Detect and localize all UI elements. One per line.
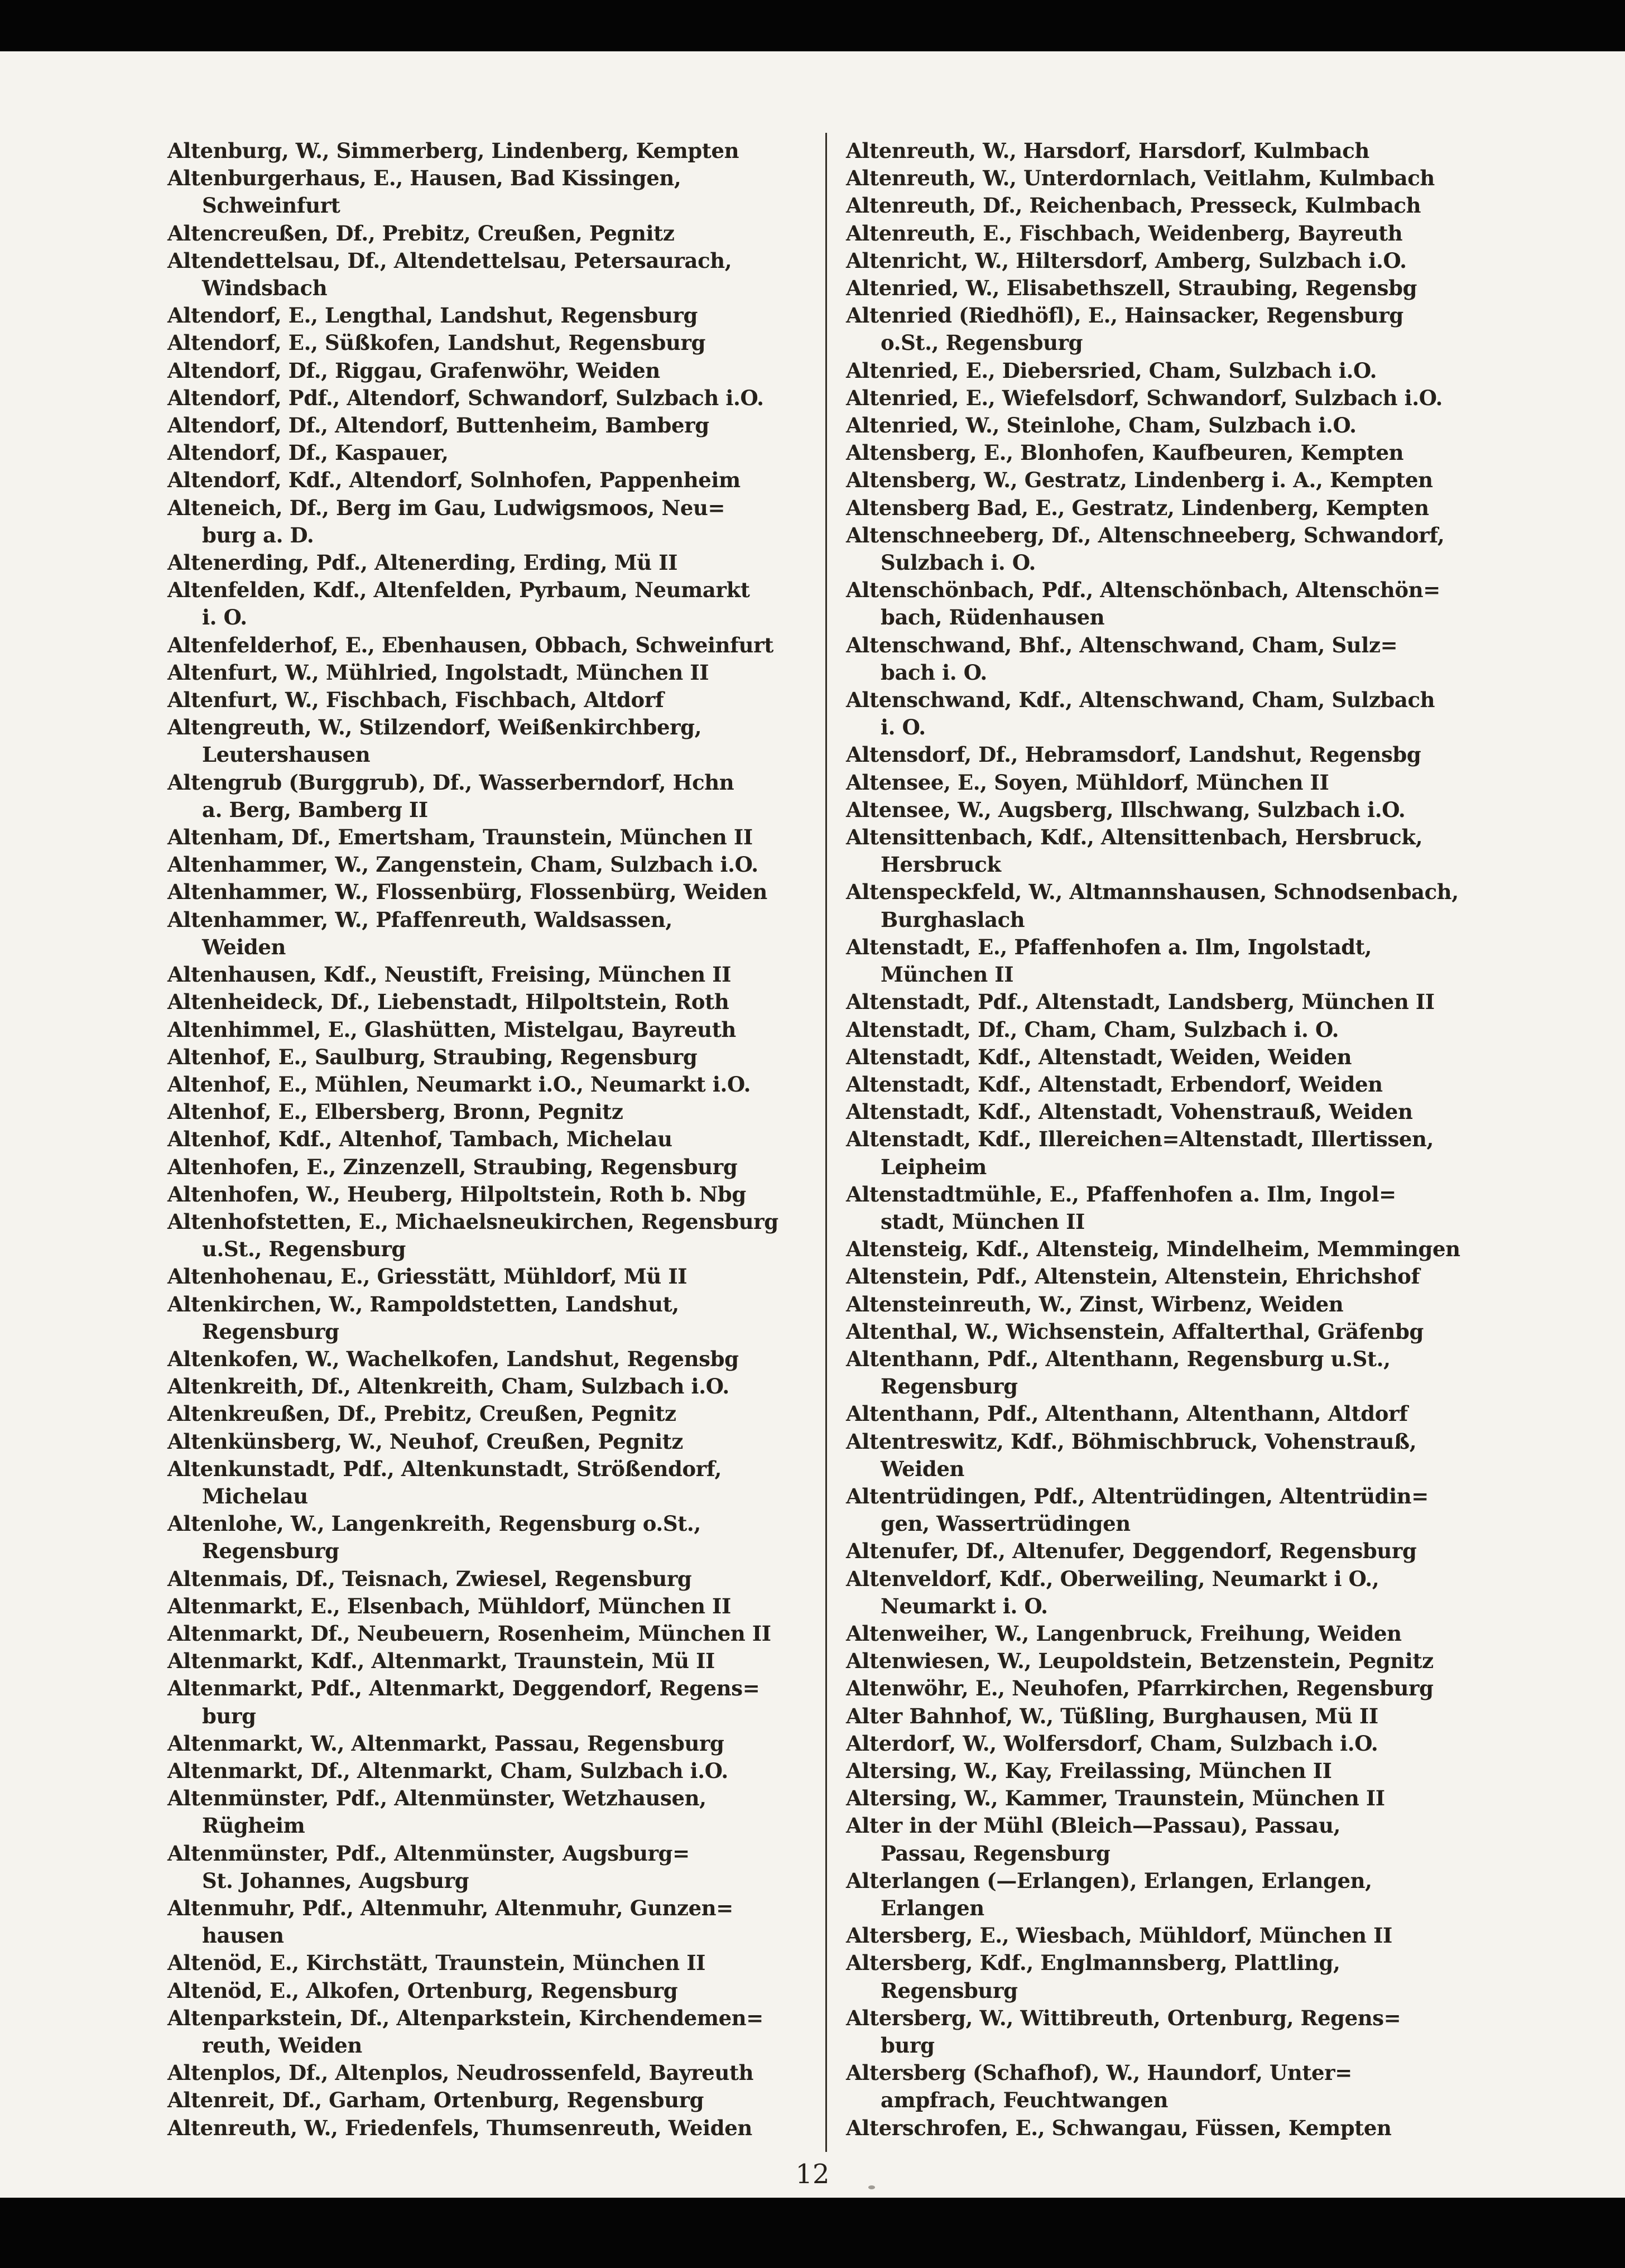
entry-line: Regensburg — [881, 1978, 1018, 2003]
entry-line: burg — [881, 2033, 935, 2058]
entry-line: Altenkunstadt, Pdf., Altenkunstadt, Strößendorf, — [167, 1456, 722, 1481]
entry-line: Altenreuth, E., Fischbach, Weidenberg, Bayreuth — [846, 220, 1403, 246]
entry-line: Altensteig, Kdf., Altensteig, Mindelheim, Memmingen — [846, 1237, 1460, 1262]
entry-line: Altenfelderhof, E., Ebenhausen, Obbach, Schweinfurt — [167, 632, 773, 657]
entry-line: Altenmarkt, Kdf., Altenmarkt, Traunstein, Mü II — [167, 1649, 715, 1674]
entry-line: Altenöd, E., Alkofen, Ortenburg, Regensburg — [167, 1978, 678, 2003]
entry-line: München II — [881, 962, 1014, 987]
entry-line: Altenlohe, W., Langenkreith, Regensburg o.St., — [167, 1511, 701, 1536]
entry-line: bach i. O. — [881, 660, 987, 685]
entry-line: Altendorf, Df., Riggau, Grafenwöhr, Weiden — [167, 358, 660, 383]
entry-line: Altenhofen, W., Heuberg, Hilpoltstein, Roth b. Nbg — [167, 1181, 746, 1207]
entry-line: Altensee, W., Augsberg, Illschwang, Sulzbach i.O. — [846, 797, 1406, 822]
entry-line: Regensburg — [202, 1319, 339, 1344]
entry-line: gen, Wassertrüdingen — [881, 1511, 1131, 1536]
entry-line: Leutershausen — [202, 742, 371, 767]
entry-line: Alterschrofen, E., Schwangau, Füssen, Kempten — [846, 2115, 1392, 2140]
entry-line: Altenthann, Pdf., Altenthann, Regensburg u.St., — [846, 1346, 1391, 1371]
scan-speck — [868, 2185, 875, 2189]
entry-line: Altenthann, Pdf., Altenthann, Altenthann, Altdorf — [846, 1401, 1408, 1426]
entry-line: Altenreit, Df., Garham, Ortenburg, Regensburg — [167, 2088, 704, 2113]
entry-line: Altenreuth, W., Unterdornlach, Veitlahm, Kulmbach — [846, 166, 1435, 191]
entry-line: Altenmarkt, Df., Neubeuern, Rosenheim, München II — [167, 1621, 771, 1646]
entry-line: Altenhofen, E., Zinzenzell, Straubing, Regensburg — [167, 1154, 738, 1179]
entry-line: Altenhofstetten, E., Michaelsneukirchen, Regensburg — [167, 1209, 778, 1234]
entry-line: Rügheim — [202, 1813, 305, 1838]
entry-line: Altenburgerhaus, E., Hausen, Bad Kissingen, — [167, 166, 681, 191]
entry-line: Altencreußen, Df., Prebitz, Creußen, Pegnitz — [167, 220, 675, 246]
entry-line: Altersberg, W., Wittibreuth, Ortenburg, Regens= — [846, 2005, 1401, 2030]
entry-line: Altenricht, W., Hiltersdorf, Amberg, Sulzbach i.O. — [846, 248, 1407, 273]
entry-line: Altenmünster, Pdf., Altenmünster, Wetzhausen, — [167, 1786, 706, 1811]
entry-line: Altenmünster, Pdf., Altenmünster, Augsburg= — [167, 1841, 690, 1866]
entry-line: o.St., Regensburg — [881, 330, 1083, 355]
entry-line: Altenheideck, Df., Liebenstadt, Hilpoltstein, Roth — [167, 989, 729, 1015]
entry-line: Altenwiesen, W., Leupoldstein, Betzenstein, Pegnitz — [846, 1649, 1434, 1674]
entry-line: Altendorf, Kdf., Altendorf, Solnhofen, Pappenheim — [167, 468, 741, 493]
entry-line: Altensberg Bad, E., Gestratz, Lindenberg, Kempten — [846, 495, 1429, 520]
entry-line: Altenspeckfeld, W., Altmannshausen, Schnodsenbach, — [846, 880, 1459, 905]
entry-line: Altenweiher, W., Langenbruck, Freihung, Weiden — [846, 1621, 1402, 1646]
entry-line: Altenerding, Pdf., Altenerding, Erding, Mü II — [167, 550, 678, 575]
entry-line: Altenreuth, Df., Reichenbach, Presseck, Kulmbach — [846, 193, 1421, 218]
entry-line: Altenhohenau, E., Griesstätt, Mühldorf, Mü II — [167, 1264, 688, 1289]
entry-line: Altensittenbach, Kdf., Altensittenbach, Hersbruck, — [846, 825, 1423, 850]
entry-line: Altendorf, E., Lengthal, Landshut, Regensburg — [167, 303, 698, 328]
entry-line: Altenschwand, Kdf., Altenschwand, Cham, Sulzbach — [846, 688, 1435, 713]
entry-line: Altenhof, E., Saulburg, Straubing, Regensburg — [167, 1044, 698, 1069]
entry-line: Altendorf, Pdf., Altendorf, Schwandorf, Sulzbach i.O. — [167, 385, 764, 410]
entry-line: Alter Bahnhof, W., Tüßling, Burghausen, Mü II — [846, 1703, 1378, 1728]
entry-line: Altenöd, E., Kirchstätt, Traunstein, München II — [167, 1950, 706, 1976]
entry-line: Altenfurt, W., Fischbach, Fischbach, Altdorf — [167, 688, 664, 713]
entry-line: Altenmarkt, W., Altenmarkt, Passau, Regensburg — [167, 1731, 724, 1756]
entry-line: Altenstadt, E., Pfaffenhofen a. Ilm, Ingolstadt, — [846, 934, 1372, 959]
entry-line: i. O. — [202, 605, 247, 630]
entry-line: Hersbruck — [881, 852, 1001, 877]
entry-line: Altenstadt, Df., Cham, Cham, Sulzbach i. O. — [846, 1017, 1339, 1042]
entry-line: Altenried (Riedhöfl), E., Hainsacker, Regensburg — [846, 303, 1403, 328]
entry-line: ampfrach, Feuchtwangen — [881, 2088, 1169, 2113]
entry-line: Altenstadt, Kdf., Altenstadt, Weiden, Weiden — [846, 1044, 1352, 1069]
column-left — [167, 137, 815, 2142]
column-divider-rule — [825, 133, 827, 2152]
entry-line: Altenreuth, W., Harsdorf, Harsdorf, Kulmbach — [846, 138, 1369, 163]
entry-line: Altenufer, Df., Altenufer, Deggendorf, Regensburg — [846, 1539, 1417, 1564]
entry-line: u.St., Regensburg — [202, 1237, 406, 1262]
entry-line: Altenstadt, Kdf., Altenstadt, Erbendorf, Weiden — [846, 1071, 1383, 1097]
column-right — [846, 137, 1560, 2142]
entry-line: Altensteinreuth, W., Zinst, Wirbenz, Weiden — [846, 1291, 1344, 1316]
entry-line: Michelau — [202, 1483, 308, 1508]
entry-line: Altenhammer, W., Pfaffenreuth, Waldsassen, — [167, 907, 672, 932]
entry-line: burg — [202, 1703, 256, 1728]
entry-line: Sulzbach i. O. — [881, 550, 1036, 575]
entry-line: Weiden — [202, 934, 286, 959]
entry-line: Altenried, E., Wiefelsdorf, Schwandorf, Sulzbach i.O. — [846, 385, 1443, 410]
entry-line: Altenmarkt, E., Elsenbach, Mühldorf, München II — [167, 1593, 731, 1618]
entry-line: Altenreuth, W., Friedenfels, Thumsenreuth, Weiden — [167, 2115, 752, 2140]
entry-line: Altenhof, Kdf., Altenhof, Tambach, Michelau — [167, 1127, 672, 1152]
entry-line: Altenschwand, Bhf., Altenschwand, Cham, Sulz= — [846, 632, 1398, 657]
entry-line: Passau, Regensburg — [881, 1841, 1110, 1866]
entry-line: Altenmuhr, Pdf., Altenmuhr, Altenmuhr, Gunzen= — [167, 1896, 733, 1920]
entry-line: Weiden — [881, 1456, 965, 1481]
entry-line: Altendorf, E., Süßkofen, Landshut, Regensburg — [167, 330, 706, 355]
entry-line: Altenplos, Df., Altenplos, Neudrossenfeld, Bayreuth — [167, 2060, 754, 2086]
entry-line: Altenwöhr, E., Neuhofen, Pfarrkirchen, Regensburg — [846, 1676, 1434, 1701]
scan-edge-bottom-bar — [0, 2198, 1625, 2268]
entry-line: Altersing, W., Kay, Freilassing, München II — [846, 1758, 1332, 1783]
entry-line: Altenried, E., Diebersried, Cham, Sulzbach i.O. — [846, 358, 1377, 383]
entry-line: Altenstein, Pdf., Altenstein, Altenstein, Ehrichshof — [846, 1264, 1420, 1289]
entry-line: Altensberg, E., Blonhofen, Kaufbeuren, Kempten — [846, 440, 1404, 465]
entry-line: burg a. D. — [202, 522, 314, 547]
entry-line: Altenhof, E., Mühlen, Neumarkt i.O., Neumarkt i.O. — [167, 1071, 751, 1097]
entry-line: Altenried, W., Steinlohe, Cham, Sulzbach i.O. — [846, 413, 1357, 438]
entry-line: Altenschönbach, Pdf., Altenschönbach, Altenschön= — [846, 578, 1440, 603]
entry-line: Altenschneeberg, Df., Altenschneeberg, Schwandorf, — [846, 522, 1445, 547]
entry-line: Regensburg — [202, 1539, 339, 1564]
entry-line: Altenstadt, Kdf., Illereichen=Altenstadt, Illertissen, — [846, 1127, 1434, 1152]
entry-line: Burghaslach — [881, 907, 1025, 932]
entry-line: Altenhausen, Kdf., Neustift, Freising, München II — [167, 962, 732, 987]
entry-line: Altentreswitz, Kdf., Böhmischbruck, Vohenstrauß, — [846, 1429, 1417, 1454]
entry-line: Altenkirchen, W., Rampoldstetten, Landshut, — [167, 1291, 679, 1316]
entry-line: reuth, Weiden — [202, 2033, 362, 2058]
entry-line: Altendettelsau, Df., Altendettelsau, Petersaurach, — [167, 248, 732, 273]
entry-line: Schweinfurt — [202, 193, 340, 218]
entry-line: Altenhammer, W., Zangenstein, Cham, Sulzbach i.O. — [167, 852, 758, 877]
entry-line: a. Berg, Bamberg II — [202, 797, 428, 822]
entry-line: Altenthal, W., Wichsenstein, Affalterthal, Gräfenbg — [846, 1319, 1424, 1344]
entry-line: Altersing, W., Kammer, Traunstein, München II — [846, 1786, 1385, 1811]
entry-line: Alterdorf, W., Wolfersdorf, Cham, Sulzbach i.O. — [846, 1731, 1378, 1756]
entry-line: Altenparkstein, Df., Altenparkstein, Kirchendemen= — [167, 2005, 763, 2030]
entry-line: bach, Rüdenhausen — [881, 605, 1105, 630]
entry-line: Altersberg (Schafhof), W., Haundorf, Unter= — [846, 2060, 1352, 2086]
entry-line: Altenstadt, Pdf., Altenstadt, Landsberg, München II — [846, 989, 1435, 1015]
entry-line: Altentrüdingen, Pdf., Altentrüdingen, Altentrüdin= — [846, 1483, 1429, 1508]
entry-line: Altensberg, W., Gestratz, Lindenberg i. A., Kempten — [846, 468, 1433, 493]
entry-line: Altenkreith, Df., Altenkreith, Cham, Sulzbach i.O. — [167, 1374, 729, 1399]
entry-line: Altensdorf, Df., Hebramsdorf, Landshut, Regensbg — [846, 742, 1421, 767]
entry-line: Altenkünsberg, W., Neuhof, Creußen, Pegnitz — [167, 1429, 684, 1454]
scan-edge-top-bar — [0, 0, 1625, 51]
entry-line: Altenfurt, W., Mühlried, Ingolstadt, München II — [167, 660, 709, 685]
entry-line: i. O. — [881, 715, 926, 740]
entry-line: Altenveldorf, Kdf., Oberweiling, Neumarkt i O., — [846, 1566, 1379, 1591]
entry-line: Altendorf, Df., Altendorf, Buttenheim, Bamberg — [167, 413, 709, 438]
entry-line: Altersberg, Kdf., Englmannsberg, Plattling, — [846, 1950, 1340, 1976]
entry-line: Altenried, W., Elisabethszell, Straubing, Regensbg — [846, 276, 1417, 301]
entry-line: Altenmarkt, Df., Altenmarkt, Cham, Sulzbach i.O. — [167, 1758, 728, 1783]
entry-line: Alteneich, Df., Berg im Gau, Ludwigsmoos, Neu= — [167, 495, 725, 520]
entry-line: Altersberg, E., Wiesbach, Mühldorf, München II — [846, 1923, 1392, 1948]
entry-line: Alterlangen (—Erlangen), Erlangen, Erlangen, — [846, 1868, 1372, 1893]
entry-line: Neumarkt i. O. — [881, 1593, 1048, 1618]
entry-line: Altengreuth, W., Stilzendorf, Weißenkirchberg, — [167, 715, 702, 740]
entry-line: Leipheim — [881, 1154, 987, 1179]
entry-line: Altendorf, Df., Kaspauer, — [167, 440, 449, 465]
entry-line: St. Johannes, Augsburg — [202, 1868, 469, 1893]
entry-line: Erlangen — [881, 1896, 984, 1920]
page-number: 12 — [795, 2159, 830, 2190]
entry-line: Altenkofen, W., Wachelkofen, Landshut, Regensbg — [167, 1346, 739, 1371]
entry-line: Alter in der Mühl (Bleich—Passau), Passau, — [846, 1813, 1340, 1838]
entry-line: Altengrub (Burggrub), Df., Wasserberndorf, Hchn — [167, 770, 734, 795]
entry-line: Altenhof, E., Elbersberg, Bronn, Pegnitz — [167, 1099, 623, 1125]
entry-line: Altenhammer, W., Flossenbürg, Flossenbürg, Weiden — [167, 880, 767, 905]
entry-line: Altenmais, Df., Teisnach, Zwiesel, Regensburg — [167, 1566, 692, 1591]
entry-line: Altenstadtmühle, E., Pfaffenhofen a. Ilm, Ingol= — [846, 1181, 1396, 1207]
entry-line: stadt, München II — [881, 1209, 1085, 1234]
entry-line: Altenkreußen, Df., Prebitz, Creußen, Pegnitz — [167, 1401, 676, 1426]
entry-line: Altenmarkt, Pdf., Altenmarkt, Deggendorf, Regens= — [167, 1676, 760, 1701]
entry-line: Altenburg, W., Simmerberg, Lindenberg, Kempten — [167, 138, 739, 163]
entry-line: Altenfelden, Kdf., Altenfelden, Pyrbaum, Neumarkt — [167, 578, 750, 603]
entry-line: Altenhimmel, E., Glashütten, Mistelgau, Bayreuth — [167, 1017, 736, 1042]
entry-line: Altenham, Df., Emertsham, Traunstein, München II — [167, 825, 753, 850]
entry-line: Altensee, E., Soyen, Mühldorf, München II — [846, 770, 1329, 795]
entry-line: hausen — [202, 1923, 284, 1948]
entry-line: Altenstadt, Kdf., Altenstadt, Vohenstrauß, Weiden — [846, 1099, 1413, 1125]
entry-line: Regensburg — [881, 1374, 1018, 1399]
entry-line: Windsbach — [202, 276, 328, 301]
